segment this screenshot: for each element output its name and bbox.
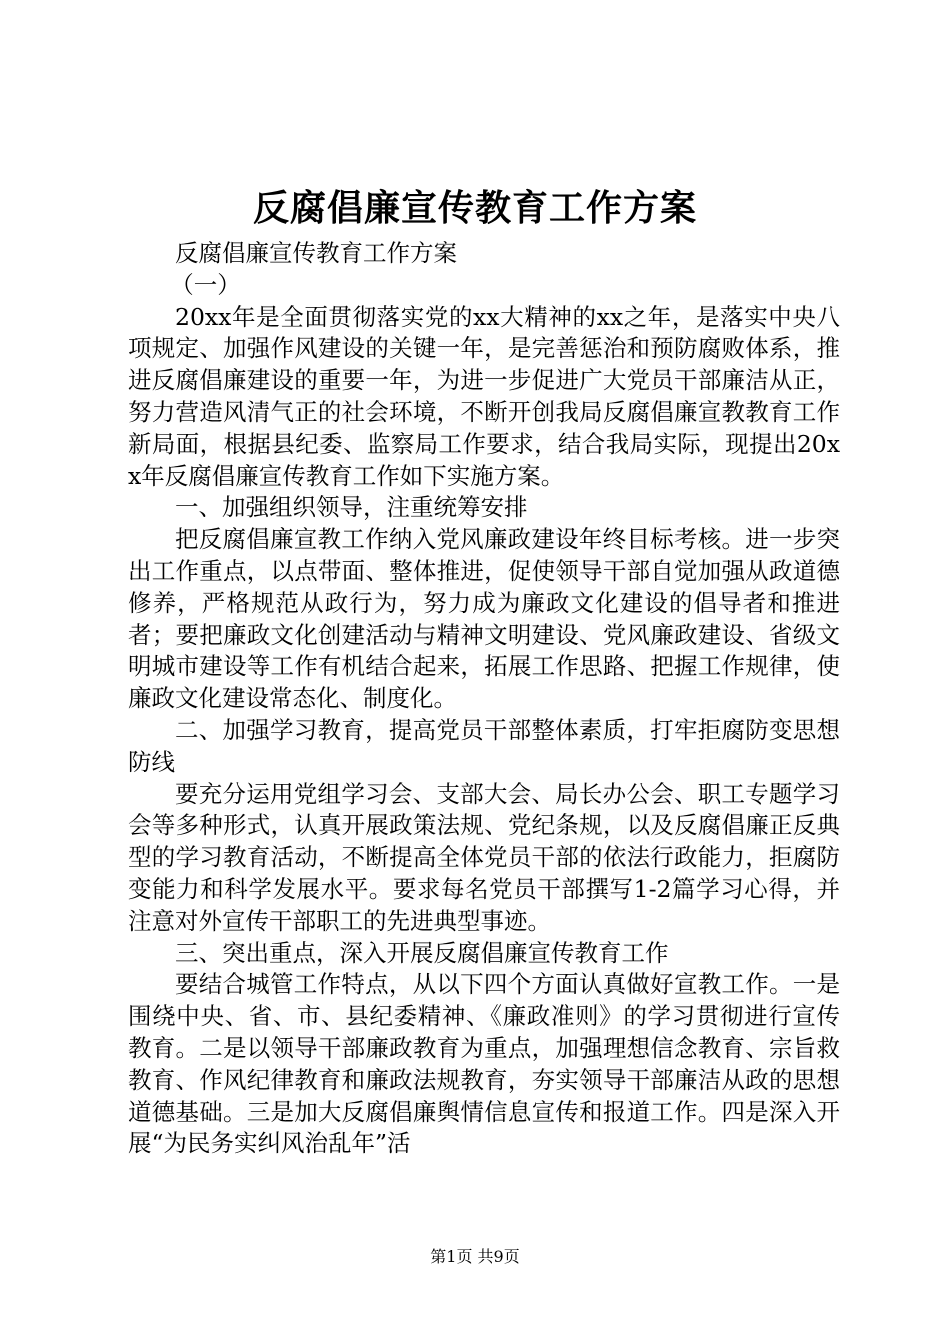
section-number: （一） bbox=[170, 270, 241, 299]
section-heading-1: 一、加强组织领导，注重统筹安排 bbox=[175, 493, 528, 522]
intro-paragraph: 20xx年是全面贯彻落实党的xx大精神的xx之年，是落实中央八项规定、加强作风建设的关键一年，是完善惩治和预防腐败体系，推进反腐倡廉建设的重要一年，为进一步促进广大党员干部廉洁从正，努力营造风清气正的社会环境，不断开创我局反腐倡廉宣教教育工作新局面，根据县纪委、监察局工作要求，结合我局实际，现提出20xx年反腐倡廉宣传教育工作如下实施方案。 bbox=[128, 302, 840, 490]
section-body-2: 要充分运用党组学习会、支部大会、局长办公会、职工专题学习会等多种形式，认真开展政策法规、党纪条规，以及反腐倡廉正反典型的学习教育活动，不断提高全体党员干部的依法行政能力，拒腐防变能力和科学发展水平。要求每名党员干部撰写1-2篇学习心得，并注意对外宣传干部职工的先进典型事迹。 bbox=[128, 779, 840, 935]
section-body-3: 要结合城管工作特点，从以下四个方面认真做好宣教工作。一是围绕中央、省、市、县纪委精神、《廉政准则》的学习贯彻进行宣传教育。二是以领导干部廉政教育为重点，加强理想信念教育、宗旨救教育、作风纪律教育和廉政法规教育，夯实领导干部廉洁从政的思想道德基础。三是加大反腐倡廉舆情信息宣传和报道工作。四是深入开展“为民务实纠风治乱年”活 bbox=[128, 970, 840, 1158]
page-footer: 第1页 共9页 bbox=[430, 1247, 520, 1266]
document-body bbox=[128, 238, 840, 1160]
subtitle-line: 反腐倡廉宣传教育工作方案 bbox=[175, 239, 457, 267]
section-heading-2: 二、加强学习教育，提高党员干部整体素质，打牢拒腐防变思想防线 bbox=[128, 715, 840, 776]
section-heading-3: 三、突出重点，深入开展反腐倡廉宣传教育工作 bbox=[175, 938, 669, 967]
document-title: 反腐倡廉宣传教育工作方案 bbox=[252, 187, 697, 229]
section-body-1: 把反腐倡廉宣教工作纳入党风廉政建设年终目标考核。进一步突出工作重点，以点带面、整体推进，促使领导干部自觉加强从政道德修养，严格规范从政行为，努力成为廉政文化建设的倡导者和推进者；要把廉政文化创建活动与精神文明建设、党风廉政建设、省级文明城市建设等工作有机结合起来，拓展工作思路、把握工作规律，使廉政文化建设常态化、制度化。 bbox=[128, 525, 840, 713]
